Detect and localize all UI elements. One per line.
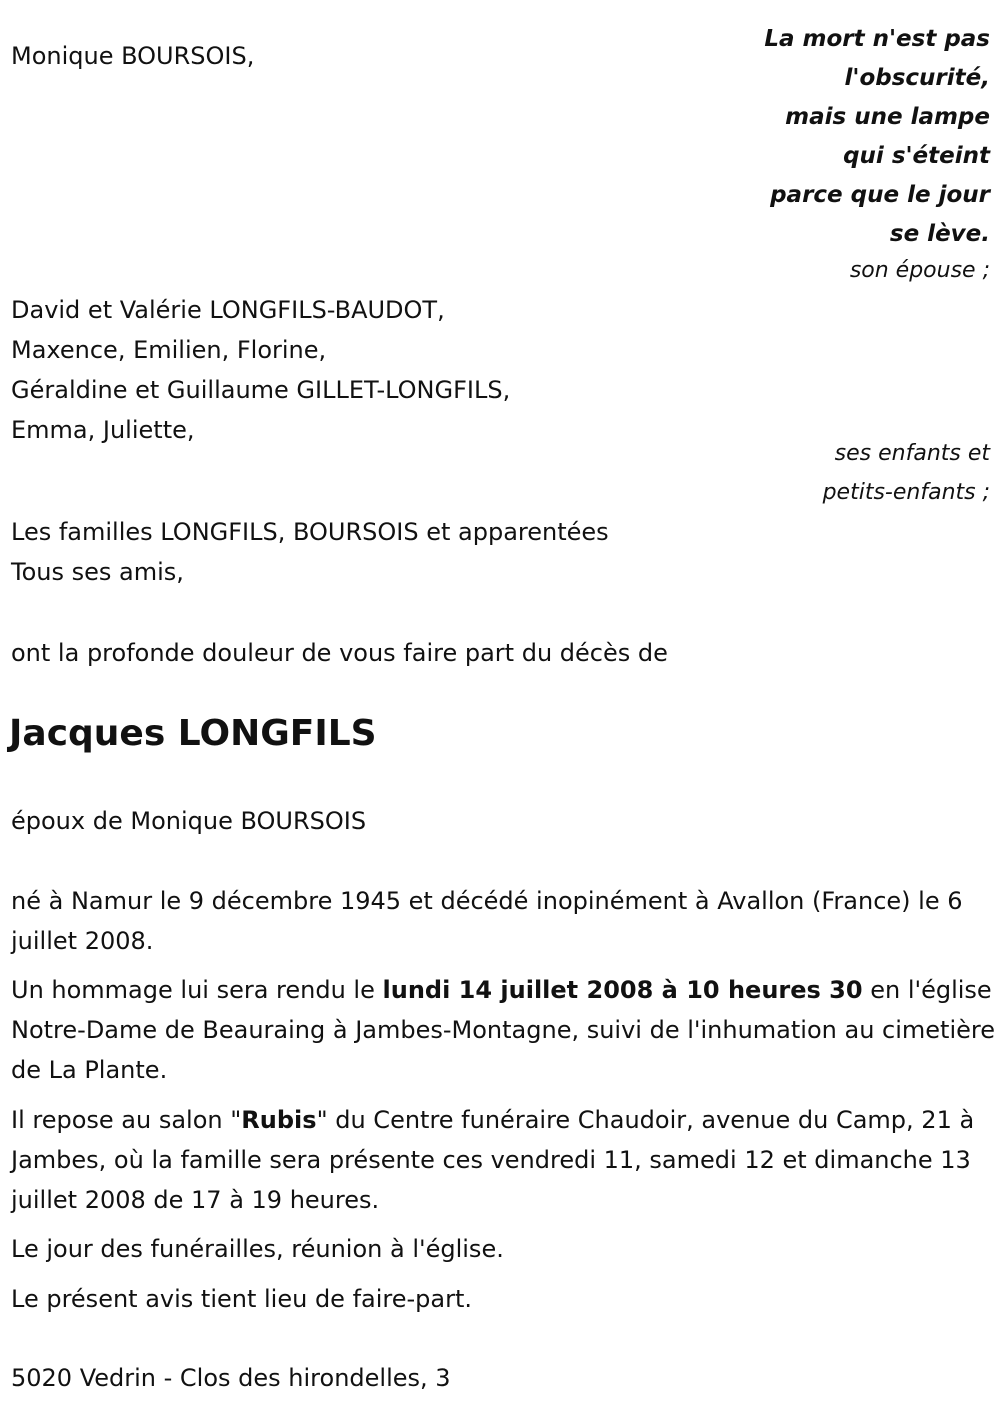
poem-line: qui s'éteint (843, 143, 990, 169)
children-role-line: petits-enfants ; (822, 480, 990, 505)
children-line: Maxence, Emilien, Florine, (11, 336, 327, 364)
children-line: Géraldine et Guillaume GILLET-LONGFILS, (11, 376, 511, 404)
families-line: Les familles LONGFILS, BOURSOIS et apparentées (11, 518, 609, 546)
announcement: ont la profonde douleur de vous faire part du décès de (11, 639, 668, 667)
ceremony-date: lundi 14 juillet 2008 à 10 heures 30 (382, 976, 863, 1004)
ceremony-text: en l'église Notre-Dame de Beauraing à Jambes-Montagne, suivi de l'inhumation au cimetière de La Plante. (11, 976, 995, 1084)
deceased-name: Jacques LONGFILS (9, 713, 377, 754)
poem-line: mais une lampe (785, 104, 990, 130)
visitation-text: " du Centre funéraire Chaudoir, avenue du Camp, 21 à Jambes, où la famille sera présente ces vendredi 11, samedi 12 et dimanche 13 juillet 2008 de 17 à 19 heures. (11, 1106, 975, 1214)
poem-line: La mort n'est pas (764, 26, 990, 52)
address: 5020 Vedrin - Clos des hirondelles, 3 (11, 1364, 451, 1392)
children-role (823, 434, 990, 512)
children-line: Emma, Juliette, (11, 416, 195, 444)
birth-death: né à Namur le 9 décembre 1945 et décédé inopinément à Avallon (France) le 6 juillet 2008. (11, 887, 963, 955)
visitation-paragraph (11, 1100, 996, 1220)
ceremony-text: Un hommage lui sera rendu le (11, 976, 383, 1004)
spouse-of: époux de Monique BOURSOIS (11, 807, 367, 835)
salon-name: Rubis (241, 1106, 317, 1134)
poem-line: parce que le jour (770, 182, 990, 208)
poem-line: se lève. (889, 221, 990, 247)
ceremony-paragraph (11, 970, 996, 1090)
visitation-text: Il repose au salon " (11, 1106, 242, 1134)
friends-line: Tous ses amis, (11, 558, 184, 586)
children-role-line: ses enfants et (834, 441, 990, 466)
children-line: David et Valérie LONGFILS-BAUDOT, (11, 296, 445, 324)
notice-info: Le présent avis tient lieu de faire-part. (11, 1285, 473, 1313)
poem-quote (764, 20, 990, 254)
meeting-info: Le jour des funérailles, réunion à l'église. (11, 1235, 504, 1263)
spouse-name: Monique BOURSOIS, (11, 42, 255, 70)
spouse-role: son épouse ; (849, 258, 990, 283)
poem-line: l'obscurité, (844, 65, 990, 91)
